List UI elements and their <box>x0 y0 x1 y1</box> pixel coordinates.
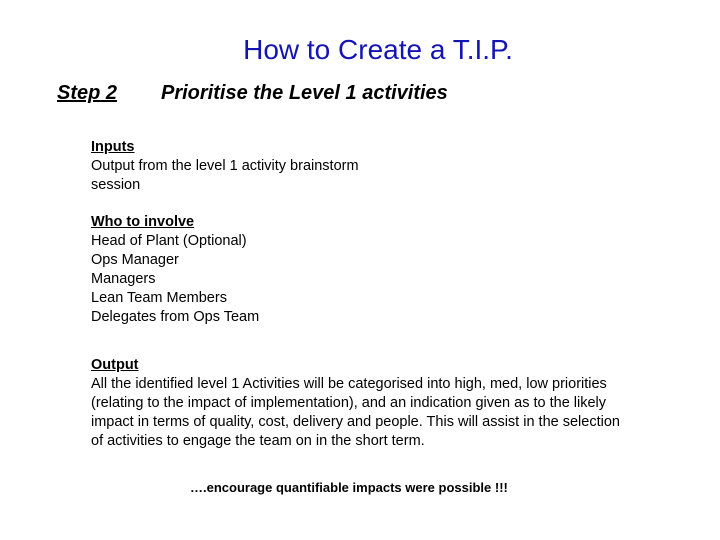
slide-title: How to Create a T.I.P. <box>243 34 513 65</box>
who-item: Managers <box>91 271 156 287</box>
output-line: impact in terms of quality, cost, delivery and people. This will assist in the selection <box>91 414 620 430</box>
step-title: Prioritise the Level 1 activities <box>161 82 448 104</box>
who-item: Lean Team Members <box>91 290 227 306</box>
step-label: Step 2 <box>57 82 118 104</box>
who-heading: Who to involve <box>91 214 195 230</box>
output-line: All the identified level 1 Activities will be categorised into high, med, low priorities <box>91 376 607 392</box>
inputs-heading: Inputs <box>91 139 135 155</box>
inputs-section <box>91 138 359 195</box>
output-line: of activities to engage the team on in the short term. <box>91 433 425 449</box>
who-item: Head of Plant (Optional) <box>91 233 247 249</box>
inputs-line: session <box>91 177 141 193</box>
output-heading: Output <box>91 357 139 373</box>
who-item: Delegates from Ops Team <box>91 309 260 325</box>
output-line: (relating to the impact of implementation), and an indication given as to the likely <box>91 395 607 411</box>
output-section <box>91 356 620 451</box>
who-item: Ops Manager <box>91 252 179 268</box>
who-section <box>91 213 259 327</box>
inputs-line: Output from the level 1 activity brainstorm <box>91 158 359 174</box>
footer-note: ….encourage quantifiable impacts were possible !!! <box>190 480 508 495</box>
